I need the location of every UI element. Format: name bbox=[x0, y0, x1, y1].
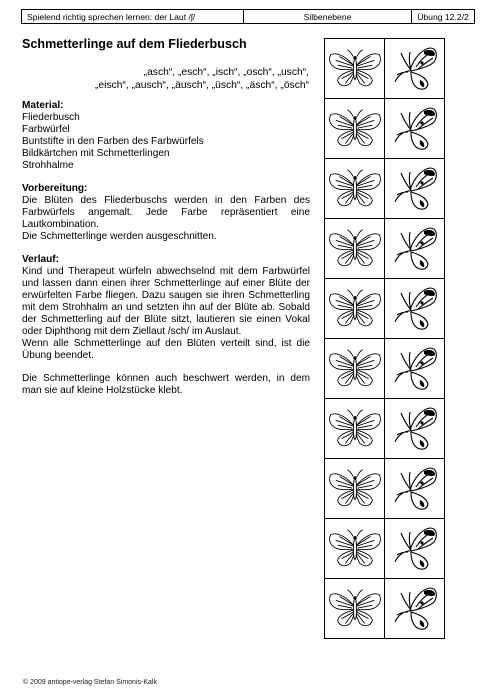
material-item: Farbwürfel bbox=[22, 124, 70, 135]
butterfly-card-top-view bbox=[325, 39, 385, 99]
butterfly-card-side-view bbox=[385, 99, 445, 159]
header-series-title: Spielend richtig sprechen lernen: der Laut /ʃ/ bbox=[22, 10, 244, 23]
butterfly-top-view-icon bbox=[328, 527, 382, 571]
verlauf-text: Wenn alle Schmetterlinge auf den Blüten verteilt sind, ist die Übung beendet. bbox=[22, 338, 310, 361]
material-item: Bildkärtchen mit Schmetterlingen bbox=[22, 148, 170, 159]
sound-combinations-line-1: „asch“, „esch“, „isch“, „osch“, „usch“, bbox=[143, 67, 309, 78]
copyright-footer: © 2009 antiope-verlag Stefan Simonis-Kalk bbox=[23, 679, 157, 686]
instructions bbox=[22, 100, 310, 408]
vorbereitung-heading: Vorbereitung: bbox=[22, 183, 88, 194]
verlauf-text: Kind und Therapeut würfeln abwechselnd mit dem Farbwürfel und lassen dann einen ihrer Schmetterlinge auf einer Blüte der erwürfelten Farbe fliegen. Dazu saugen sie ihren Schmetterling mit dem Strohhalm an und setzten ihn auf der Blüte ab. Sobald der Schmetterling auf der Blüte sitzt, lautieren sie einen Vokal oder Diphthong mit dem Ziellaut /sch/ im Auslaut. bbox=[22, 266, 310, 337]
material-heading: Material: bbox=[22, 100, 64, 111]
butterfly-top-view-icon bbox=[328, 107, 382, 151]
butterfly-side-view-icon bbox=[390, 524, 440, 574]
butterfly-side-view-icon bbox=[390, 164, 440, 214]
vorbereitung-section bbox=[22, 183, 310, 243]
header-level: Silbenebene bbox=[244, 10, 412, 23]
verlauf-heading: Verlauf: bbox=[22, 254, 60, 265]
butterfly-side-view-icon bbox=[390, 464, 440, 514]
butterfly-card-top-view bbox=[325, 219, 385, 279]
butterfly-card-top-view bbox=[325, 399, 385, 459]
material-section bbox=[22, 100, 310, 172]
butterfly-side-view-icon bbox=[390, 584, 440, 634]
sound-combinations bbox=[22, 66, 309, 92]
butterfly-side-view-icon bbox=[390, 404, 440, 454]
butterfly-side-view-icon bbox=[390, 284, 440, 334]
butterfly-side-view-icon bbox=[390, 104, 440, 154]
sound-combinations-line-2: „eisch“, „ausch“, „äusch“, „üsch“, „äsch“, „ösch“ bbox=[95, 80, 309, 91]
butterfly-card-top-view bbox=[325, 459, 385, 519]
header-bar bbox=[21, 9, 475, 24]
butterfly-side-view-icon bbox=[390, 344, 440, 394]
butterfly-card-side-view bbox=[385, 519, 445, 579]
butterfly-card-side-view bbox=[385, 399, 445, 459]
material-item: Buntstifte in den Farben des Farbwürfels bbox=[22, 136, 204, 147]
butterfly-card-grid bbox=[324, 38, 445, 639]
butterfly-top-view-icon bbox=[328, 407, 382, 451]
butterfly-card-side-view bbox=[385, 279, 445, 339]
hint-section bbox=[22, 373, 310, 397]
butterfly-top-view-icon bbox=[328, 47, 382, 91]
butterfly-card-side-view bbox=[385, 339, 445, 399]
butterfly-card-top-view bbox=[325, 579, 385, 639]
material-item: Fliederbusch bbox=[22, 112, 80, 123]
butterfly-card-top-view bbox=[325, 99, 385, 159]
butterfly-card-side-view bbox=[385, 459, 445, 519]
material-list bbox=[22, 112, 310, 172]
verlauf-section bbox=[22, 254, 310, 362]
material-item: Strohhalme bbox=[22, 160, 74, 171]
vorbereitung-text: Die Blüten des Fliederbuschs werden in den Farben des Farbwürfels angemalt. Jede Farbe repräsentiert eine Lautkombination. bbox=[22, 195, 310, 230]
vorbereitung-text: Die Schmetterlinge werden ausgeschnitten. bbox=[22, 231, 217, 242]
butterfly-card-top-view bbox=[325, 519, 385, 579]
butterfly-top-view-icon bbox=[328, 347, 382, 391]
butterfly-card-top-view bbox=[325, 159, 385, 219]
butterfly-card-side-view bbox=[385, 159, 445, 219]
butterfly-top-view-icon bbox=[328, 287, 382, 331]
butterfly-card-top-view bbox=[325, 339, 385, 399]
hint-text: Die Schmetterlinge können auch beschwert werden, in dem man sie auf kleine Holzstücke klebt. bbox=[22, 373, 310, 396]
butterfly-card-side-view bbox=[385, 579, 445, 639]
butterfly-top-view-icon bbox=[328, 167, 382, 211]
butterfly-top-view-icon bbox=[328, 587, 382, 631]
page-title: Schmetterlinge auf dem Fliederbusch bbox=[22, 37, 247, 51]
butterfly-side-view-icon bbox=[390, 224, 440, 274]
header-exercise-number: Übung 12.2/2 bbox=[417, 11, 469, 22]
butterfly-card-side-view bbox=[385, 39, 445, 99]
butterfly-top-view-icon bbox=[328, 467, 382, 511]
butterfly-card-top-view bbox=[325, 279, 385, 339]
butterfly-top-view-icon bbox=[328, 227, 382, 271]
butterfly-card-side-view bbox=[385, 219, 445, 279]
butterfly-side-view-icon bbox=[390, 44, 440, 94]
